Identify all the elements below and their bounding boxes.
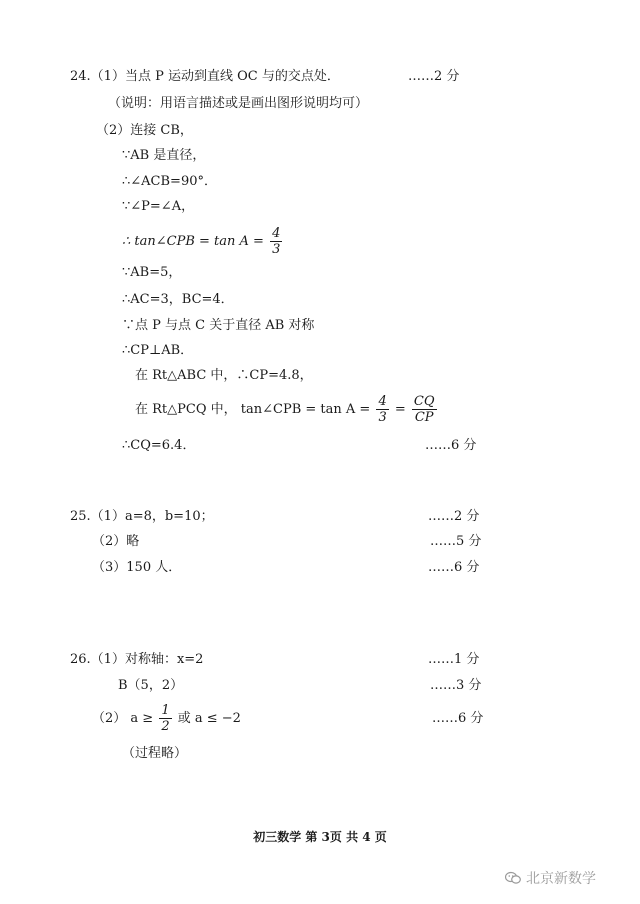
- wechat-icon: [505, 871, 521, 885]
- fraction-4-3: [376, 394, 388, 425]
- fraction-denominator: 3: [378, 410, 387, 425]
- q26-part2-suffix: 或 a ≤ −2: [177, 711, 241, 726]
- q25-part2: （2）略: [92, 534, 140, 549]
- q26-score-3: ……6 分: [432, 711, 484, 726]
- q26-part2: [92, 703, 241, 735]
- q26-score-2: ……3 分: [430, 678, 482, 693]
- q24-line-5: ∵AB=5，: [122, 265, 182, 280]
- q24-line-7: ∵点 P 与点 C 关于直径 AB 对称: [122, 318, 315, 333]
- q24-part2: （2）连接 CB，: [96, 123, 193, 138]
- q24-note: （说明：用语言描述或是画出图形说明均可）: [108, 96, 369, 111]
- fraction-cq-cp: [412, 394, 437, 425]
- q24-line-8: ∴CP⊥AB．: [122, 343, 194, 358]
- fraction-numerator: 4: [272, 226, 281, 241]
- q24-line-6: ∴AC=3，BC=4．: [122, 292, 234, 307]
- q26-process-omitted: （过程略）: [122, 746, 188, 761]
- q25-score-2: ……5 分: [430, 534, 482, 549]
- q26-part1: 26.（1）对称轴：x=2: [70, 652, 204, 667]
- fraction-denominator: CP: [414, 410, 434, 425]
- watermark: [505, 868, 596, 888]
- q26-score-1: ……1 分: [428, 652, 480, 667]
- q24-line-9: 在 Rt△ABC 中，∴CP=4.8，: [135, 368, 313, 383]
- q25-score-3: ……6 分: [428, 560, 480, 575]
- fraction-numerator: CQ: [413, 394, 435, 409]
- fraction-1-2: [159, 703, 171, 734]
- q24-line-2: ∴∠ACB=90°．: [122, 174, 217, 189]
- q24-line-1: ∵AB 是直径，: [122, 148, 206, 163]
- q24-line-10-text: 在 Rt△PCQ 中， tan∠CPB = tan A =: [135, 402, 371, 417]
- q26-point-b: B（5，2）: [118, 678, 184, 693]
- q24-line-4-text: ∴ tan∠CPB = tan A =: [122, 234, 264, 249]
- fraction-numerator: 4: [378, 394, 387, 409]
- page-footer: 初三数学 第 3页 共 4 页: [253, 830, 387, 844]
- fraction-denominator: 2: [161, 719, 170, 734]
- q24-part1: 24.（1）当点 P 运动到直线 OC 与的交点处．: [70, 69, 340, 84]
- watermark-text: 北京新数学: [526, 871, 596, 887]
- q24-score-1: ……2 分: [408, 69, 460, 84]
- fraction-numerator: 1: [161, 703, 170, 718]
- q24-line-3: ∵∠P=∠A，: [122, 199, 195, 214]
- fraction-4-3: [270, 226, 282, 257]
- equals-sign: =: [394, 402, 406, 417]
- q25-score-1: ……2 分: [428, 509, 480, 524]
- q24-line-11: ∴CQ=6.4．: [122, 438, 196, 453]
- q25-part1: 25.（1）a=8，b=10；: [70, 509, 214, 524]
- q24-score-2: ……6 分: [425, 438, 477, 453]
- q26-part2-prefix: （2） a ≥: [92, 711, 154, 726]
- fraction-denominator: 3: [272, 242, 281, 257]
- q24-line-4: [122, 226, 284, 258]
- q25-part3: （3）150 人．: [92, 560, 182, 575]
- q24-line-10: [135, 394, 439, 426]
